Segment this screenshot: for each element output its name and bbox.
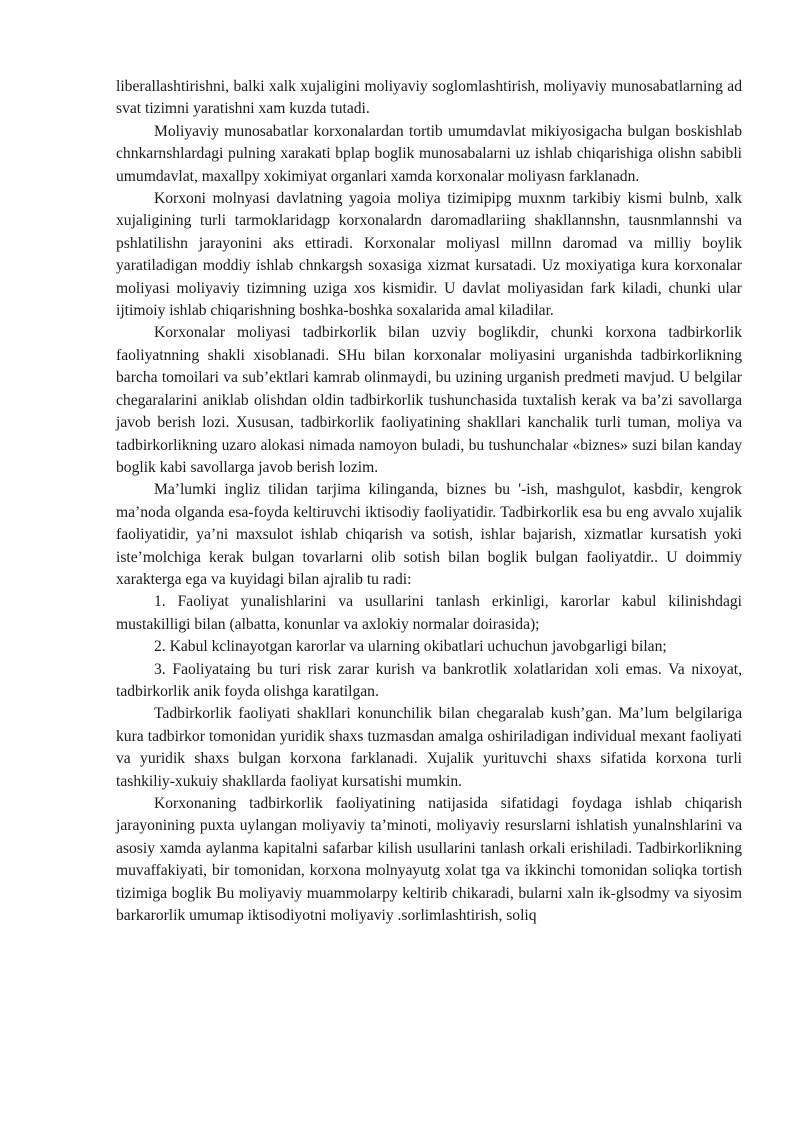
paragraph-5: Ma’lumki ingliz tilidan tarjima kilinganda, biznes bu '-ish, mashgulot, kasbdir, kengrok ma’noda olganda esa-foyda keltiruvchi iktisodiy faoliyatidir. Tadbirkorlik esa bu eng avvalo xujalik faoliyatidir, ya’ni maxsulot ishlab chiqarish va sotish, ishlar bajarish, xizmatlar kursatish yoki iste’molchiga kerak bulgan tovarlarni olib sotish bilan boglik bulgan faoliyatdir.. U doimmiy xarakterga ega va kuyidagi bilan ajralib tu radi: [116, 481, 742, 588]
list-item-1: 1. Faoliyat yunalishlarini va usullarini tanlash erkinligi, karorlar kabul kilinishdagi mustakilligi bilan (albatta, konunlar va axlokiy normalar doirasida); [116, 593, 742, 633]
paragraph-3: Korxoni molnyasi davlatning yagoia moliya tizimipipg muxnm tarkibiy kismi bulnb, xalk xujaligining turli tarmoklaridagp korxonalardn daromadlariing shakllannshn, tausnmlannshi va pshlatilishn jarayonini aks ettiradi. Korxonalar moliyasl millnn daromad va milliy boylik yaratiladigan moddiy ishlab chnkargsh soxasiga xizmat kursatadi. Uz moxiyatiga kura korxonalar moliyasi moliyaviy tizimning uziga xos kismidir. U davlat moliyasidan fark kiladi, chunki ular ijtimoiy ishlab chiqarishning boshka-boshka soxalarida amal kiladilar. [116, 190, 742, 320]
body-text [116, 76, 742, 927]
list-item-2: 2. Kabul kclinayotgan karorlar va ularning okibatlari uchuchun javobgarligi bilan; [154, 638, 667, 656]
paragraph-6: Tadbirkorlik faoliyati shakllari konunchilik bilan chegaralab kush’gan. Ma’lum belgilariga kura tadbirkor tomonidan yuridik shaxs tuzmasdan amalga oshiriladigan individual mexant faoliyati va yuridik shaxs bulgan korxona farklanadi. Xujalik yurituvchi shaxs sifatida korxona turli tashkiliy-xukuiy shakllarda faoliyat kursatishi mumkin. [116, 705, 742, 790]
paragraph-7: Korxonaning tadbirkorlik faoliyatining natijasida sifatidagi foydaga ishlab chiqarish jarayonining puxta uylangan moliyaviy ta’minoti, moliyaviy resurslarni ishlatish yunalnshlarini va asosiy xamda aylanma kapitalni safarbar kilish usullarini tanlash orkali erishiladi. Tadbirkorlikning muvaffakiyati, bir tomonidan, korxona molnyayutg xolat tga va ikkinchi tomonidan soliqka tortish tizimiga boglik Bu moliyaviy muammolarpy keltirib chikaradi, bularni xaln ik-glsodmy va siyosim barkarorlik umumap iktisodiyotni moliyaviy .sorlimlashtirish, soliq [116, 795, 742, 925]
paragraph-4: Korxonalar moliyasi tadbirkorlik bilan uzviy boglikdir, chunki korxona tadbirkorlik faoliyatnning shakli xisoblanadi. SHu bilan korxonalar moliyasini urganishda tadbirkorlikning barcha tomoilari va sub’ektlari kamrab olinmaydi, bu uzining urganish predmeti mavjud. U belgilar chegaralarini aniklab olishdan oldin tadbirkorlik tushunchasida tuxtalish kerak va ba’zi savollarga javob berish lozi. Xususan, tadbirkorlik faoliyatining shakllari kanchalik turli tuman, moliya va tadbirkorlikning uzaro alokasi nimada namoyon buladi, bu tushunchalar «biznes» suzi bilan kanday boglik kabi savollarga javob berish lozim. [116, 324, 742, 476]
paragraph-1: liberallashtirishni, balki xalk xujaligini moliyaviy soglomlashtirish, moliyaviy munosabatlarning ad svat tizimni yaratishni xam kuzda tutadi. [116, 78, 742, 118]
paragraph-2: Moliyaviy munosabatlar korxonalardan tortib umumdavlat mikiyosigacha bulgan boskishlab chnkarnshlardagi pulning xarakati bplap boglik munosabalarni uz ishlab chiqarishiga olishn sabibli umumdavlat, maxallpy xokimiyat organlari xamda korxonalar moliyasn farklanadn. [116, 122, 742, 185]
list-item-3: 3. Faoliyataing bu turi risk zarar kurish va bankrotlik xolatlaridan xoli emas. Va nixoyat, tadbirkorlik anik foyda olishga karatilgan. [116, 660, 742, 700]
